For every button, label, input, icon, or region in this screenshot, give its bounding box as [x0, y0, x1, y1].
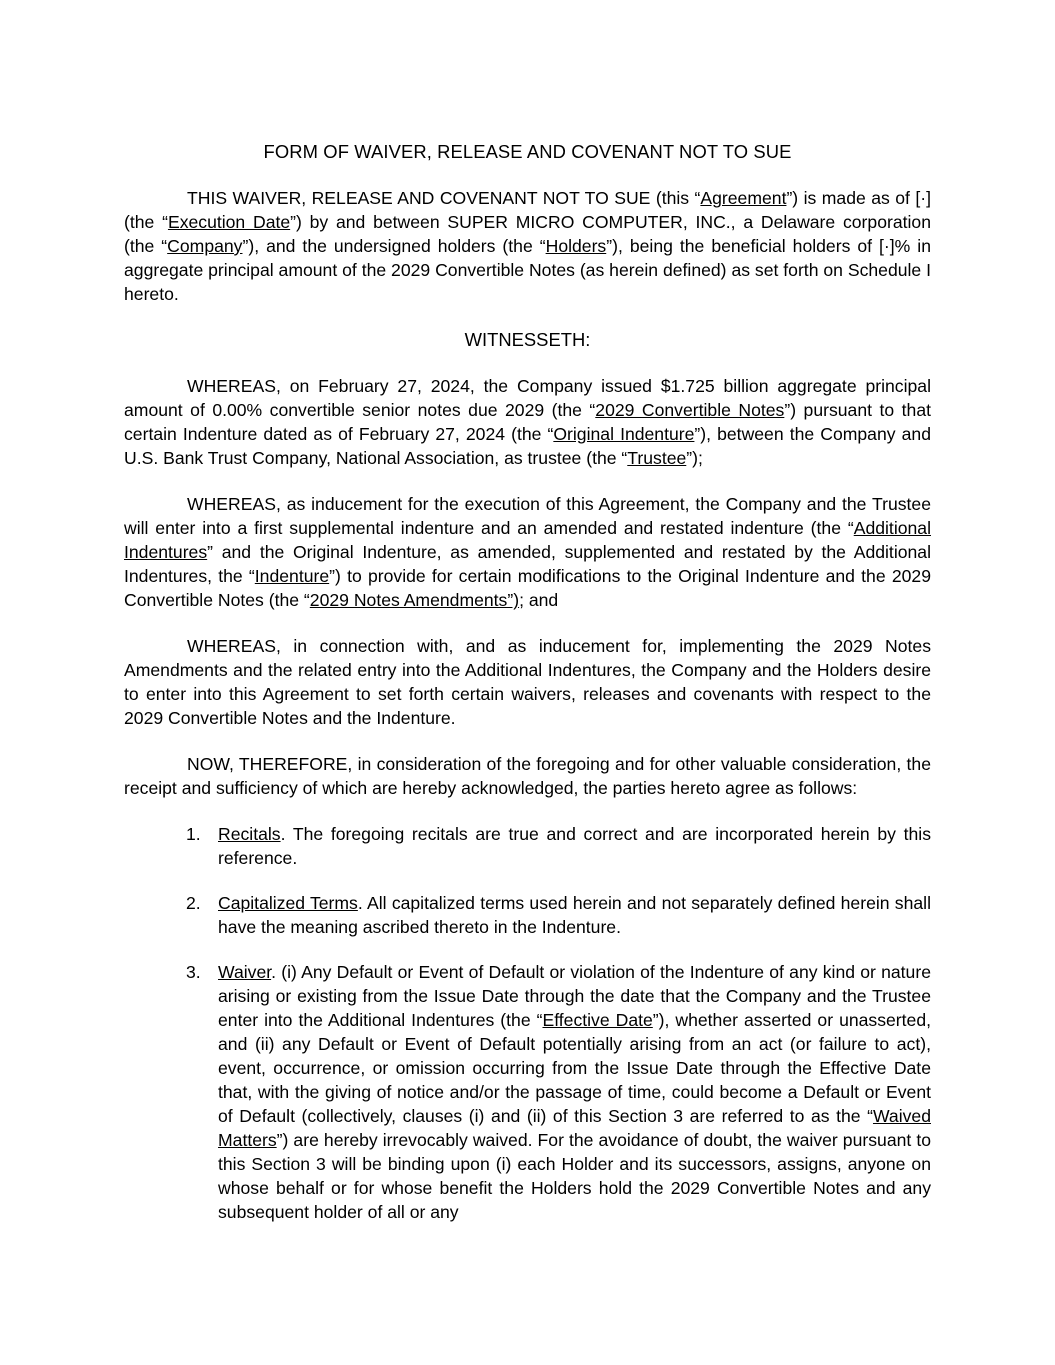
whereas1-text-4: ”); — [686, 448, 703, 468]
section-number: 2. — [186, 893, 201, 913]
intro-text-5: ”), being the beneficial holders of [·]% in aggregate principal amount of the 2029 Convertible Notes (as herein defined) as set forth on Schedule I hereto. — [124, 236, 931, 304]
defined-term-agreement: Agreement — [700, 188, 787, 208]
whereas1-text-3: ”), between the Company and U.S. Bank Trust Company, National Association, as trustee (the “ — [124, 424, 931, 468]
whereas1-text-2: ”) pursuant to that certain Indenture dated as of February 27, 2024 (the “ — [124, 400, 931, 444]
section-text-3: ”) are hereby irrevocably waived. For the avoidance of doubt, the waiver pursuant to this Section 3 will be binding upon (i) each Holder and its successors, assigns, anyone on whose behalf or for whose benefit the Holders hold the 2029 Convertible Notes and any subsequent holder of all or any — [218, 1130, 931, 1222]
section-text-1: . (i) Any Default or Event of Default or violation of the Indenture of any kind or nature arising or existing from the Issue Date through the date that the Company and the Trustee enter into the Additional Indentures (the “ — [218, 962, 931, 1030]
section-text: . The foregoing recitals are true and correct and are incorporated herein by this reference. — [218, 824, 931, 868]
section-heading: Waiver — [218, 962, 272, 982]
section-text-2: ”), whether asserted or unasserted, and (ii) any Default or Event of Default potentially arising from an act (or failure to act), event, occurrence, or omission occurring from the Issue Date through the Effective Date that, with the giving of notice and/or the passage of time, could become a Default or Event of Default (collectively, clauses (i) and (ii) of this Section 3 are referred to as the “ — [218, 1010, 932, 1126]
whereas2-text-3: ”) to provide for certain modifications to the Original Indenture and the 2029 Convertible Notes (the “ — [124, 566, 931, 610]
whereas-paragraph-3: WHEREAS, in connection with, and as inducement for, implementing the 2029 Notes Amendments and the related entry into the Additional Indentures, the Company and the Holders desire to enter into this Agreement to set forth certain waivers, releases and covenants with respect to the 2029 Convertible Notes and the Indenture. — [124, 636, 931, 728]
section-capitalized-terms — [124, 891, 931, 939]
defined-term-additional-indentures: Additional Indentures — [124, 518, 931, 562]
whereas2-text-2: ” and the Original Indenture, as amended, supplemented and restated by the Additional Indentures, the “ — [124, 542, 931, 586]
defined-term-effective-date: Effective Date — [542, 1010, 653, 1030]
whereas1-text-1: WHEREAS, on February 27, 2024, the Company issued $1.725 billion aggregate principal amount of 0.00% convertible senior notes due 2029 (the “ — [124, 376, 931, 420]
whereas2-text-1: WHEREAS, as inducement for the execution of this Agreement, the Company and the Trustee will enter into a first supplemental indenture and an amended and restated indenture (the “ — [124, 494, 931, 538]
intro-text-2: ”) is made as of [·] (the “ — [124, 188, 932, 232]
document-title: FORM OF WAIVER, RELEASE AND COVENANT NOT TO SUE — [263, 141, 792, 162]
whereas-paragraph-2 — [124, 492, 931, 612]
now-therefore-paragraph: NOW, THEREFORE, in consideration of the foregoing and for other valuable consideration, the receipt and sufficiency of which are hereby acknowledged, the parties hereto agree as follows: — [124, 754, 931, 798]
intro-text-4: ”), and the undersigned holders (the “ — [242, 236, 546, 256]
defined-term-trustee: Trustee — [627, 448, 687, 468]
section-number: 1. — [186, 824, 201, 844]
whereas2-text-4: ; and — [519, 590, 559, 610]
defined-term-convertible-notes: 2029 Convertible Notes — [595, 400, 785, 420]
defined-term-company: Company — [167, 236, 243, 256]
section-recitals — [124, 822, 931, 870]
document-page — [124, 140, 931, 1245]
section-heading: Recitals — [218, 824, 281, 844]
defined-term-indenture: Indenture — [254, 566, 330, 586]
intro-text-1: THIS WAIVER, RELEASE AND COVENANT NOT TO SUE (this “ — [187, 188, 701, 208]
whereas-paragraph-1 — [124, 374, 931, 470]
section-text: . All capitalized terms used herein and not separately defined herein shall have the meaning ascribed thereto in the Indenture. — [218, 893, 931, 937]
defined-term-execution-date: Execution Date — [167, 212, 291, 232]
section-number: 3. — [186, 962, 201, 982]
intro-paragraph — [124, 186, 931, 306]
intro-text-3: ”) by and between SUPER MICRO COMPUTER, INC., a Delaware corporation (the “ — [124, 212, 931, 256]
defined-term-original-indenture: Original Indenture — [553, 424, 695, 444]
sections-list — [124, 822, 931, 1224]
section-heading: Capitalized Terms — [218, 893, 358, 913]
defined-term-notes-amendments: 2029 Notes Amendments”) — [309, 590, 520, 610]
section-waiver — [124, 960, 931, 1224]
defined-term-holders: Holders — [545, 236, 607, 256]
defined-term-waived-matters: Waived Matters — [218, 1106, 931, 1150]
witnesseth-heading: WITNESSETH: — [464, 329, 591, 350]
